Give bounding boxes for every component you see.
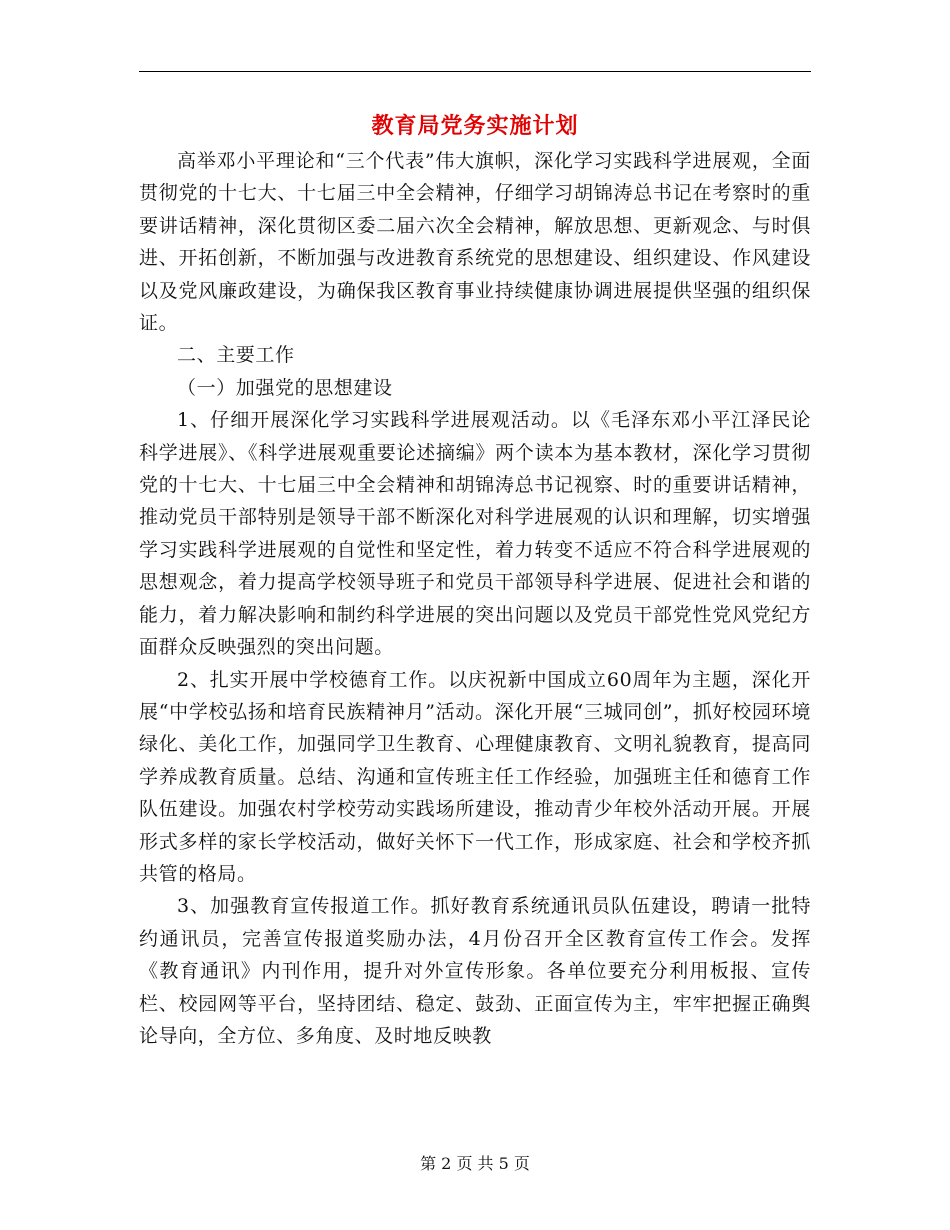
paragraph-item-3: 3、加强教育宣传报道工作。抓好教育系统通讯员队伍建设，聘请一批特约通讯员，完善宣传报道奖励办法，4月份召开全区教育宣传工作会。发挥《教育通讯》内刊作用，提升对外宣传形象。各单位要充分利用板报、宣传栏、校园网等平台，坚持团结、稳定、鼓劲、正面宣传为主，牢牢把握正确舆论导向，全方位、多角度、及时地反映教 xyxy=(139,895,811,1047)
subsection-heading-ideology: （一）加强党的思想建设 xyxy=(177,376,393,399)
section-heading-main-work: 二、主要工作 xyxy=(177,344,295,367)
header-rule xyxy=(139,71,811,72)
document-body xyxy=(139,145,811,1052)
paragraph-item-1: 1、仔细开展深化学习实践科学进展观活动。以《毛泽东邓小平江泽民论科学进展》、《科学进展观重要论述摘编》两个读本为基本教材，深化学习贯彻党的十七大、十七届三中全会精神和胡锦涛总书记视察、时的重要讲话精神，推动党员干部特别是领导干部不断深化对科学进展观的认识和理解，切实增强学习实践科学进展观的自觉性和坚定性，着力转变不适应不符合科学进展观的思想观念，着力提高学校领导班子和党员干部领导科学进展、促进社会和谐的能力，着力解决影响和制约科学进展的突出问题以及党员干部党性党风党纪方面群众反映强烈的突出问题。 xyxy=(139,409,811,659)
paragraph-intro: 高举邓小平理论和“三个代表”伟大旗帜，深化学习实践科学进展观，全面贯彻党的十七大、十七届三中全会精神，仔细学习胡锦涛总书记在考察时的重要讲话精神，深化贯彻区委二届六次全会精神，解放思想、更新观念、与时俱进、开拓创新，不断加强与改进教育系统党的思想建设、组织建设、作风建设以及党风廉政建设，为确保我区教育事业持续健康协调进展提供坚强的组织保证。 xyxy=(139,150,811,335)
page-number: 第 2 页 共 5 页 xyxy=(420,1154,530,1173)
paragraph-item-2: 2、扎实开展中学校德育工作。以庆祝新中国成立60周年为主题，深化开展“中学校弘扬和培育民族精神月”活动。深化开展“三城同创”，抓好校园环境绿化、美化工作，加强同学卫生教育、心理健康教育、文明礼貌教育，提高同学养成教育质量。总结、沟通和宣传班主任工作经验，加强班主任和德育工作队伍建设。加强农村学校劳动实践场所建设，推动青少年校外活动开展。开展形式多样的家长学校活动，做好关怀下一代工作，形成家庭、社会和学校齐抓共管的格局。 xyxy=(139,668,811,885)
document-title: 教育局党务实施计划 xyxy=(371,113,579,139)
